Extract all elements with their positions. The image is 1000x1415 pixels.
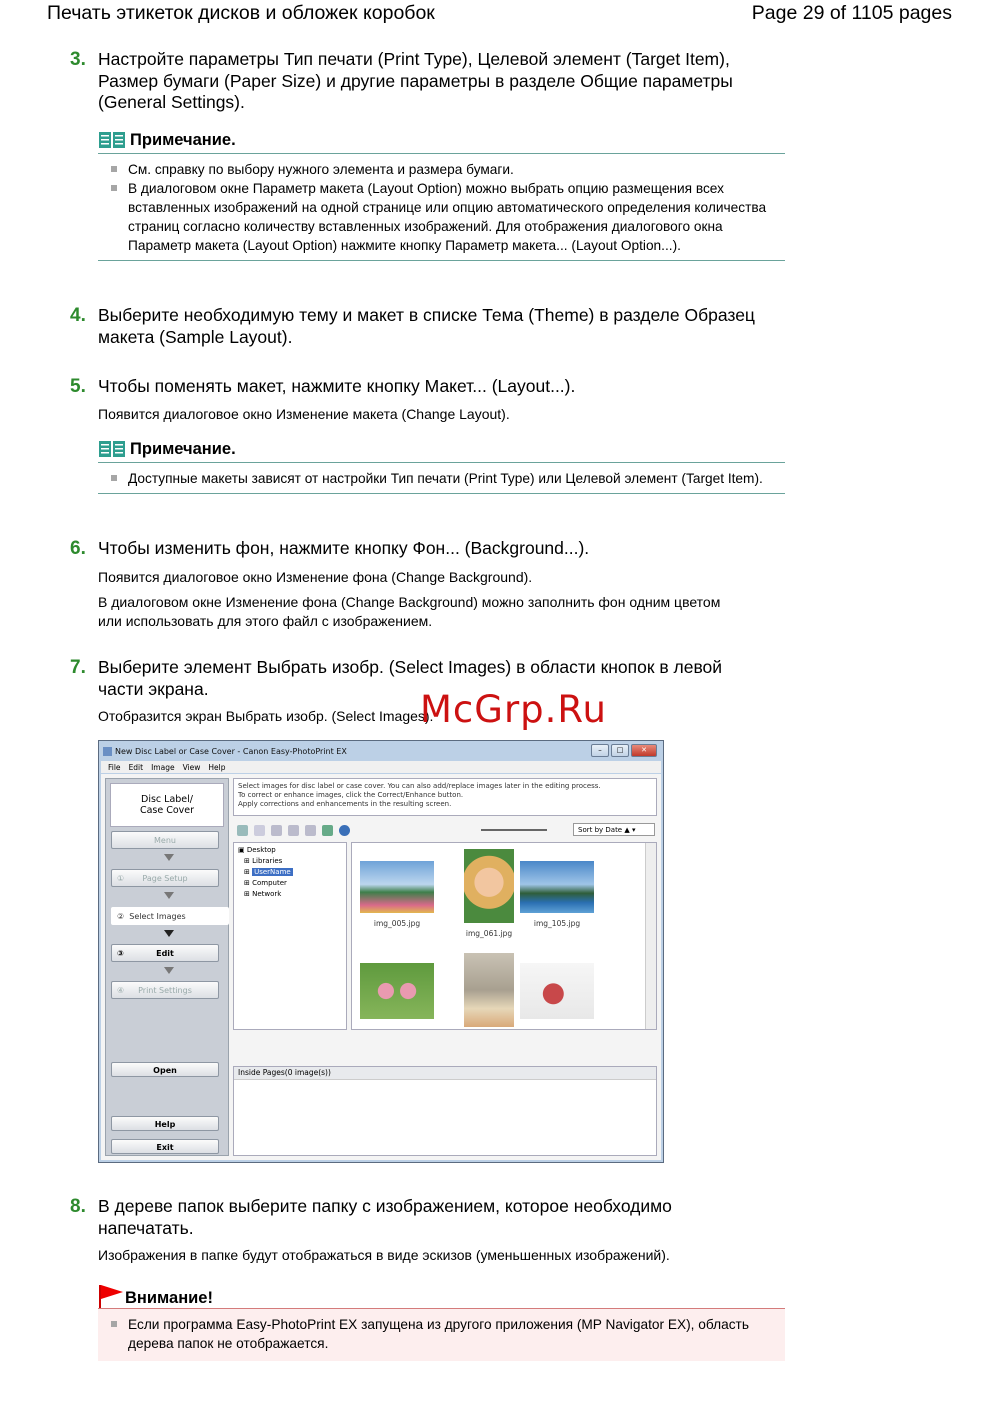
correct-icon[interactable]: [271, 825, 282, 836]
scrollbar[interactable]: [645, 843, 656, 1029]
paragraph: Появится диалоговое окно Изменение фона (Change Background).: [98, 569, 533, 585]
info-text: Select images for disc label or case cover. You can also add/replace images later in the editing process. To correct or enhance images, click the Correct/Enhance button. Apply corrections and enhancements in the resulting screen.: [233, 778, 657, 816]
select-images-button[interactable]: ② Select Images: [111, 907, 229, 925]
note-title: Примечание.: [130, 439, 236, 458]
thumbnail[interactable]: [520, 963, 594, 1019]
main-area: [233, 778, 657, 1156]
inside-pages-panel: [233, 1066, 657, 1156]
thumbnail[interactable]: [452, 953, 526, 1027]
note-item: Доступные макеты зависят от настройки Тип печати (Print Type) или Целевой элемент (Target Item).: [110, 469, 785, 488]
note-box: [98, 127, 785, 261]
tools-icon[interactable]: [322, 825, 333, 836]
paragraph: Изображения в папке будут отображаться в виде эскизов (уменьшенных изображений).: [98, 1247, 670, 1263]
warning-header: [98, 1282, 785, 1309]
step-4: [70, 305, 770, 348]
window-title: New Disc Label or Case Cover - Canon Easy-PhotoPrint EX: [103, 744, 347, 758]
thumbnail[interactable]: img_005.jpg: [360, 861, 434, 928]
minimize-button[interactable]: –: [591, 744, 609, 757]
document-title: Печать этикеток дисков и обложек коробок: [47, 2, 435, 24]
sidebar-title: Disc Label/ Case Cover: [110, 783, 224, 827]
tree-item[interactable]: ⊞ Computer: [244, 879, 287, 887]
arrow-down-icon: [164, 930, 174, 937]
tree-item[interactable]: ⊞ Libraries: [244, 857, 283, 865]
menu-file[interactable]: File: [108, 762, 121, 772]
inside-pages-header: Inside Pages(0 image(s)): [234, 1067, 656, 1080]
arrow-down-icon: [164, 967, 174, 974]
step-text: Чтобы поменять макет, нажмите кнопку Макет... (Layout...).: [98, 376, 576, 396]
book-icon: [98, 130, 126, 150]
flag-icon: [98, 1284, 124, 1308]
help-button[interactable]: Help: [111, 1116, 219, 1131]
thumbnail[interactable]: img_061.jpg: [452, 849, 526, 938]
step-number: 3.: [70, 49, 86, 70]
thumbnail[interactable]: [360, 963, 434, 1019]
menu-edit[interactable]: Edit: [128, 762, 144, 772]
app-screenshot: [98, 740, 664, 1163]
warning-box: [98, 1282, 785, 1361]
select-all-icon[interactable]: [237, 825, 248, 836]
preview-icon[interactable]: [305, 825, 316, 836]
step-text: Чтобы изменить фон, нажмите кнопку Фон... (Background...).: [98, 538, 590, 558]
tree-item[interactable]: ⊞ UserName: [244, 868, 291, 876]
close-button[interactable]: ✕: [631, 744, 657, 757]
sidebar: [105, 778, 229, 1156]
step-6: [70, 538, 770, 560]
exit-button[interactable]: Exit: [111, 1139, 219, 1154]
globe-icon[interactable]: [339, 825, 350, 836]
print-settings-button[interactable]: ④ Print Settings: [111, 981, 219, 999]
note-box: [98, 436, 785, 494]
step-3: [70, 49, 770, 114]
step-text: Настройте параметры Тип печати (Print Type), Целевой элемент (Target Item), Размер бумаги (Paper Size) и другие параметры в разделе Общие параметры (General Settings).: [98, 49, 733, 112]
step-number: 6.: [70, 538, 86, 559]
edit-button[interactable]: ③ Edit: [111, 944, 219, 962]
step-number: 8.: [70, 1196, 86, 1217]
tree-item[interactable]: ⊞ Network: [244, 890, 282, 898]
note-item: В диалоговом окне Параметр макета (Layout Option) можно выбрать опцию размещения всех вставленных изображений на одной странице или опцию автоматического определения количества страниц согласно количеству вставленных изображений. Для отображения диалогового окна Параметр макета (Layout Option) нажмите кнопку Параметр макета... (Layout Option...).: [110, 179, 785, 255]
page-setup-button[interactable]: ① Page Setup: [111, 869, 219, 887]
note-item: См. справку по выбору нужного элемента и размера бумаги.: [110, 160, 785, 179]
note-header: [98, 436, 785, 463]
arrow-down-icon: [164, 854, 174, 861]
step-number: 5.: [70, 376, 86, 397]
menu-help[interactable]: Help: [208, 762, 226, 772]
toolbar: [233, 822, 657, 838]
book-icon: [98, 439, 126, 459]
thumbnail[interactable]: img_105.jpg: [520, 861, 594, 928]
open-button[interactable]: Open: [111, 1062, 219, 1077]
thumbnail-pane: [351, 842, 657, 1030]
warning-item: Если программа Easy-PhotoPrint EX запущена из другого приложения (MP Navigator EX), область дерева папок не отображается.: [110, 1315, 785, 1353]
paragraph: Появится диалоговое окно Изменение макета (Change Layout).: [98, 406, 510, 422]
step-text: В дереве папок выберите папку с изображением, которое необходимо напечатать.: [98, 1196, 672, 1238]
arrow-down-icon: [164, 892, 174, 899]
tree-item[interactable]: ▣ Desktop: [238, 846, 276, 854]
deselect-icon[interactable]: [254, 825, 265, 836]
note-title: Примечание.: [130, 130, 236, 149]
step-5: [70, 376, 770, 398]
paragraph: В диалоговом окне Изменение фона (Change Background) можно заполнить фон одним цветом или использовать для этого файл с изображением.: [98, 594, 721, 629]
note-header: [98, 127, 785, 154]
warning-title: Внимание!: [125, 1289, 213, 1307]
app-icon: [103, 747, 112, 756]
step-text: Выберите необходимую тему и макет в списке Тема (Theme) в разделе Образец макета (Sample Layout).: [98, 305, 755, 347]
menu-view[interactable]: View: [182, 762, 201, 772]
thumbnail-size-slider[interactable]: [481, 829, 547, 831]
paragraph: Отобразится экран Выбрать изобр. (Select Images).: [98, 708, 434, 724]
menu-button[interactable]: Menu: [111, 831, 219, 849]
menu-bar: [101, 761, 661, 773]
menu-image[interactable]: Image: [151, 762, 175, 772]
maximize-button[interactable]: □: [611, 744, 629, 757]
folder-tree[interactable]: [233, 842, 347, 1030]
page-info: Page 29 of 1105 pages: [751, 2, 952, 24]
sort-select[interactable]: Sort by Date ▲ ▾: [573, 823, 655, 836]
rotate-icon[interactable]: [288, 825, 299, 836]
step-text: Выберите элемент Выбрать изобр. (Select Images) в области кнопок в левой части экрана.: [98, 657, 723, 699]
watermark: McGrp.Ru: [420, 688, 607, 731]
step-8: [70, 1196, 770, 1239]
step-number: 4.: [70, 305, 86, 326]
step-number: 7.: [70, 657, 86, 678]
